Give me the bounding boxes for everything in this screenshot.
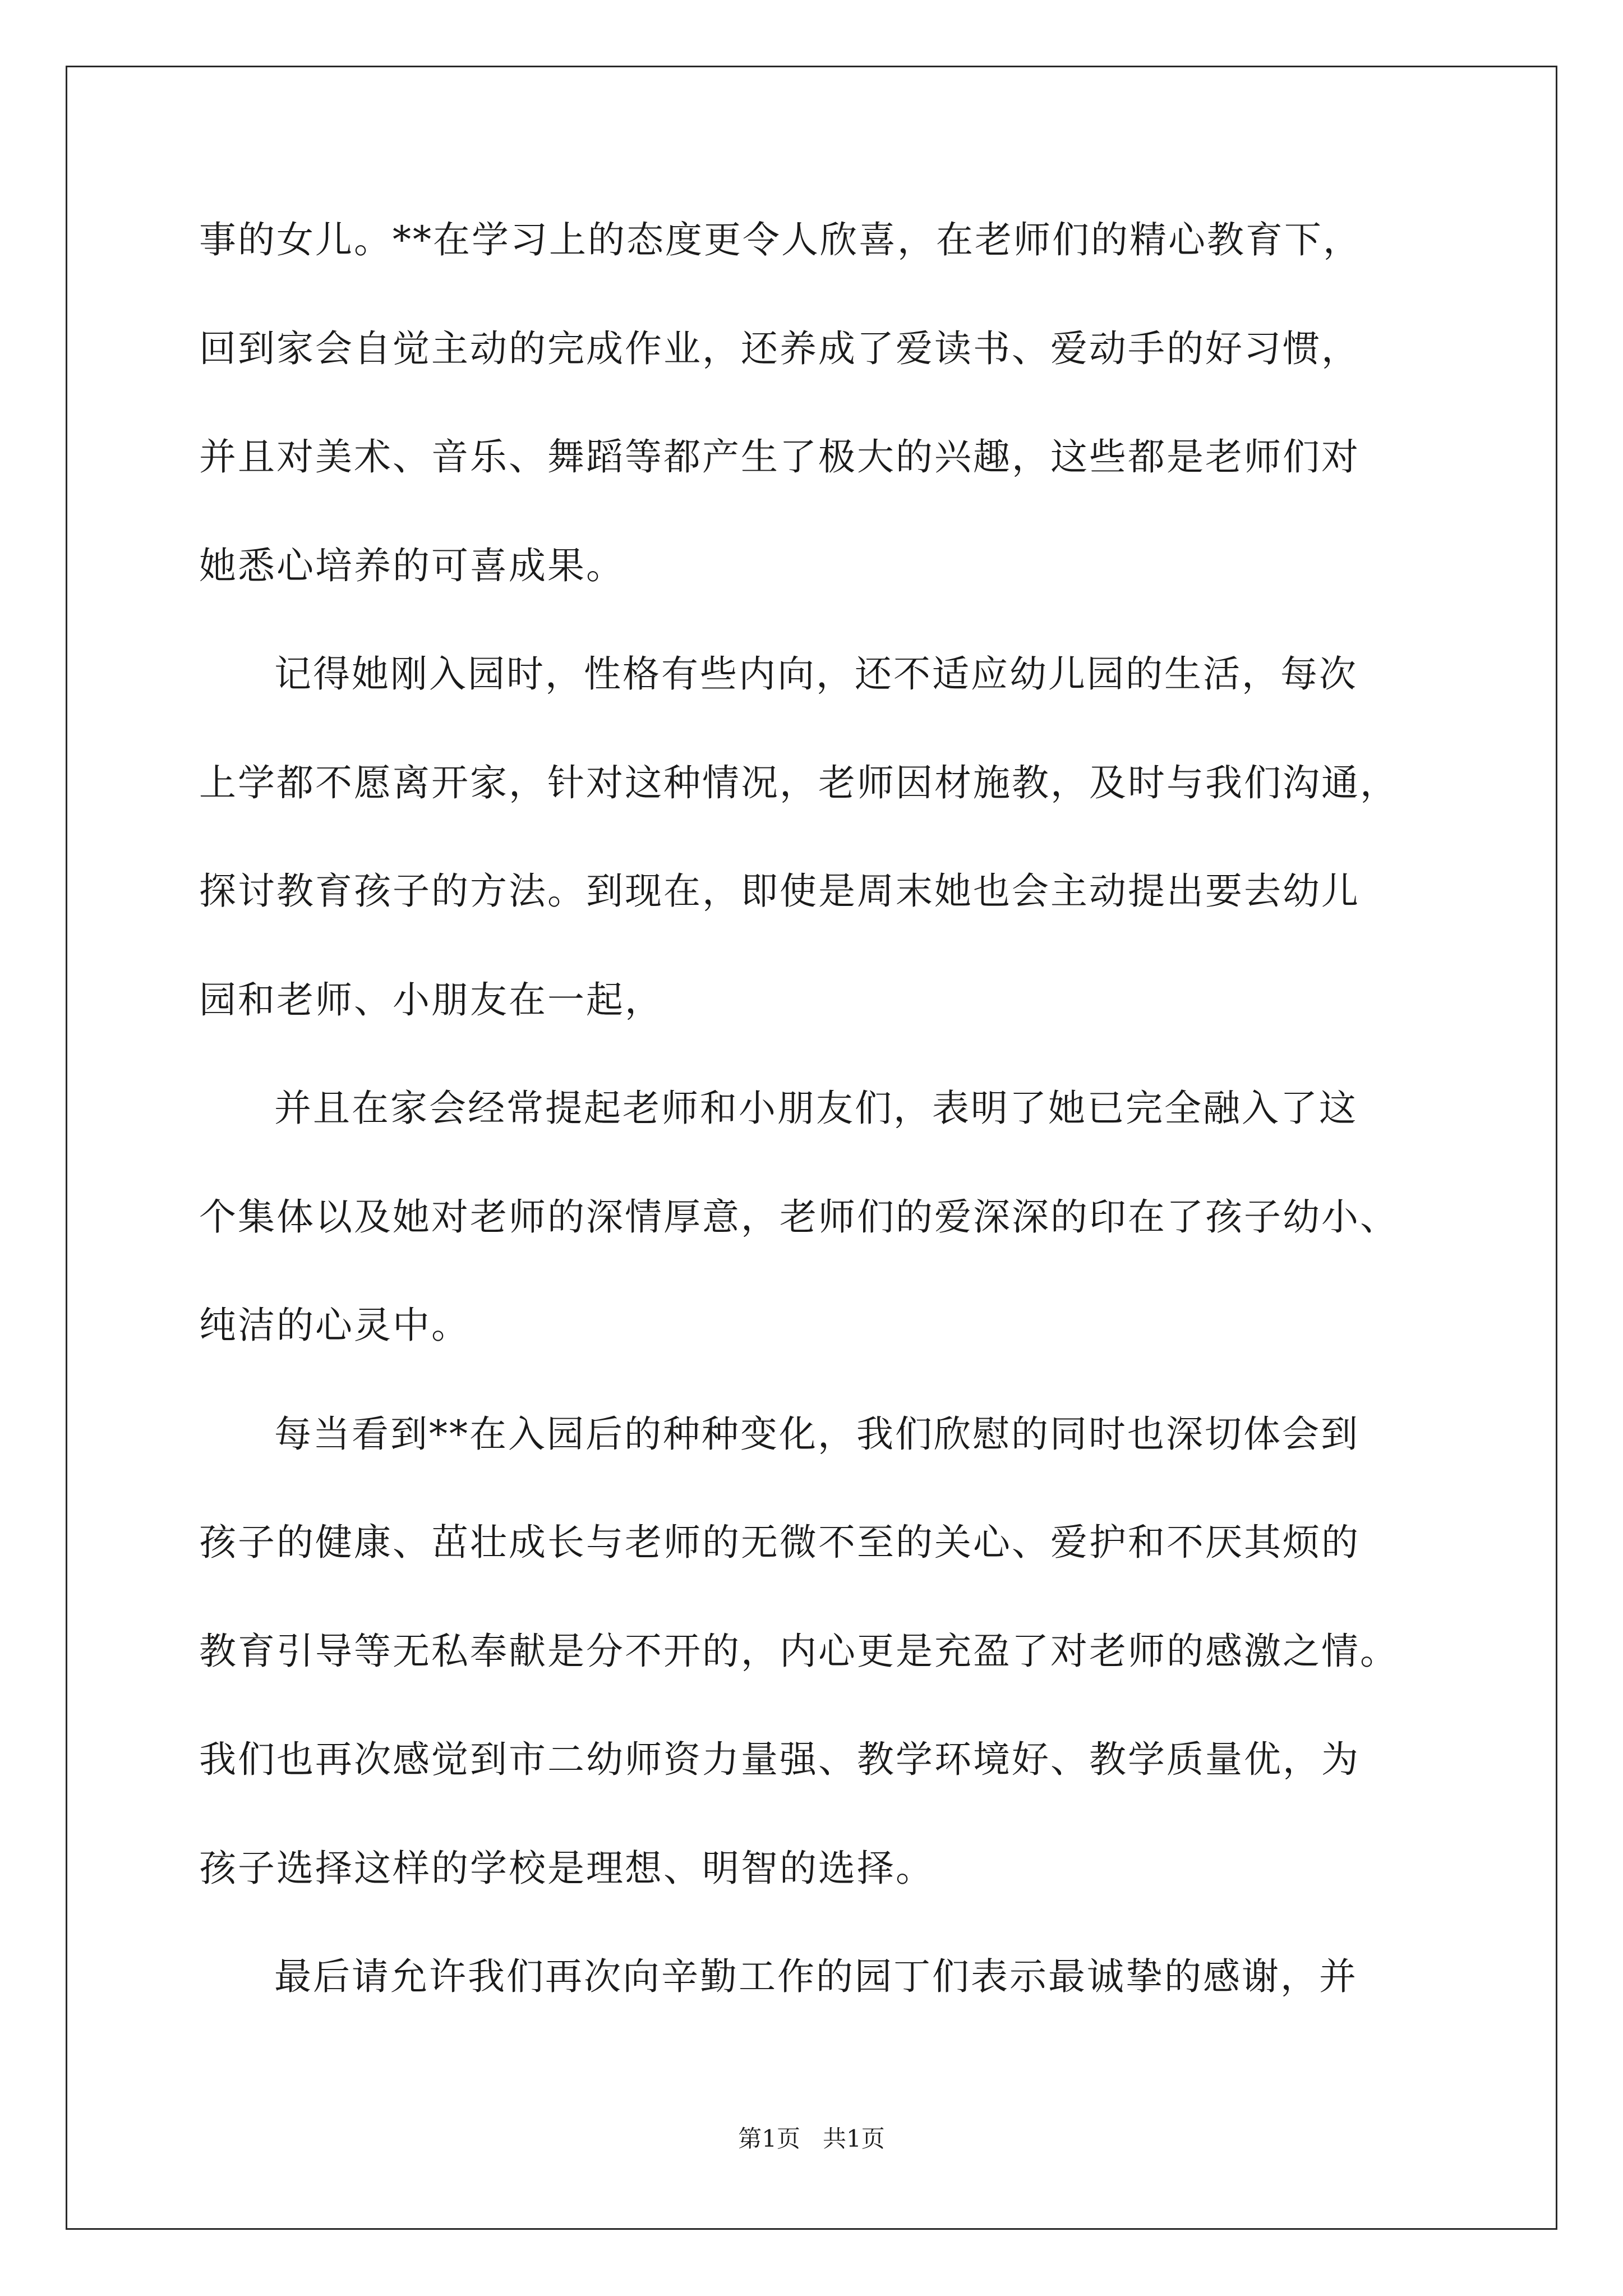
text-line: 我们也再次感觉到市二幼师资力量强、教学环境好、教学质量优，为	[199, 1738, 1360, 1781]
text-line: 事的女儿。**在学习上的态度更令人欣喜，在老师们的精心教育下，	[199, 218, 1362, 261]
paragraph-first-line: 最后请允许我们再次向辛勤工作的园丁们表示最诚挚的感谢，并	[274, 1955, 1358, 1998]
text-line: 孩子选择这样的学校是理想、明智的选择。	[199, 1846, 934, 1890]
paragraph-first-line: 记得她刚入园时，性格有些内向，还不适应幼儿园的生活，每次	[274, 652, 1358, 696]
text-line: 并且对美术、音乐、舞蹈等都产生了极大的兴趣，这些都是老师们对	[199, 435, 1360, 478]
page-number-footer: 第1页 共1页	[738, 2125, 885, 2152]
text-line: 园和老师、小朋友在一起，	[199, 978, 663, 1022]
text-line: 个集体以及她对老师的深情厚意，老师们的爱深深的印在了孩子幼小、	[199, 1195, 1399, 1239]
text-line: 教育引导等无私奉献是分不开的，内心更是充盈了对老师的感激之情。	[199, 1629, 1399, 1673]
text-line: 她悉心培养的可喜成果。	[199, 544, 625, 587]
paragraph-first-line: 并且在家会经常提起老师和小朋友们，表明了她已完全融入了这	[274, 1087, 1358, 1130]
text-line: 纯洁的心灵中。	[199, 1304, 470, 1347]
text-line: 孩子的健康、茁壮成长与老师的无微不至的关心、爱护和不厌其烦的	[199, 1521, 1360, 1564]
text-line: 探讨教育孩子的方法。到现在，即使是周末她也会主动提出要去幼儿	[199, 869, 1360, 913]
text-line: 上学都不愿离开家，针对这种情况，老师因材施教，及时与我们沟通，	[199, 761, 1399, 804]
document-body	[199, 212, 1450, 2058]
paragraph-first-line: 每当看到**在入园后的种种变化，我们欣慰的同时也深切体会到	[274, 1412, 1359, 1456]
text-line: 回到家会自觉主动的完成作业，还养成了爱读书、爱动手的好习惯，	[199, 326, 1360, 370]
